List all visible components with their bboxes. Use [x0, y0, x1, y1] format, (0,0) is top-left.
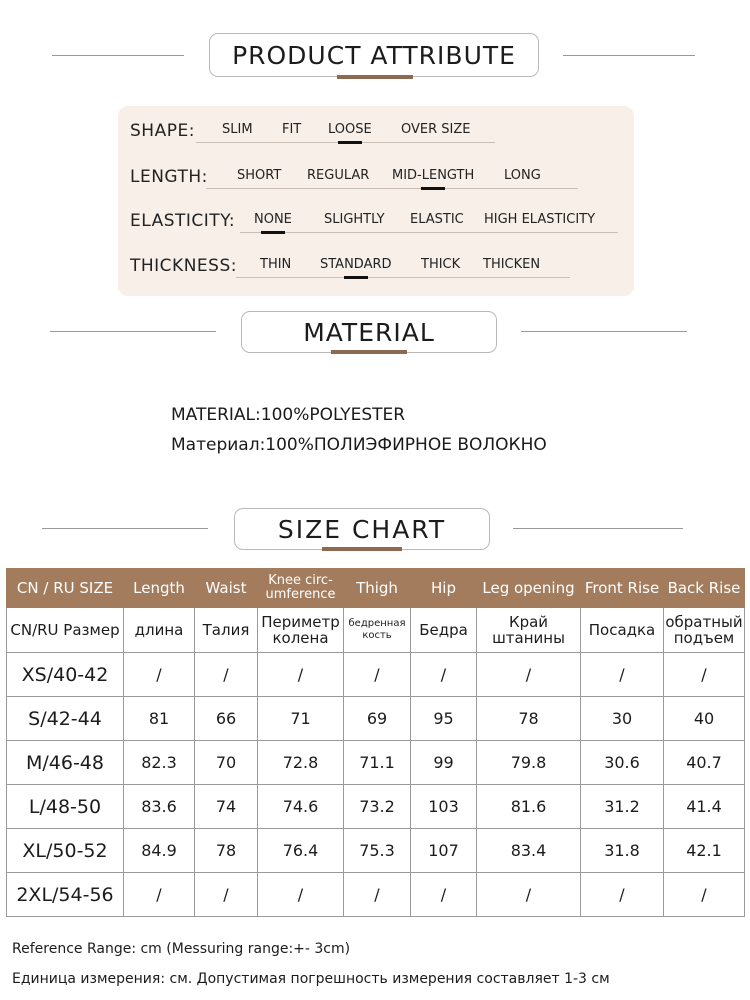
column-header: Knee circ-umference: [258, 569, 344, 608]
divider-right: [513, 528, 683, 529]
ru-column-header: Периметр колена: [258, 608, 344, 653]
table-row: [7, 653, 745, 697]
measurement-cell: /: [581, 653, 664, 697]
selected-option-marker: [421, 187, 445, 190]
attribute-label: THICKNESS:: [130, 256, 237, 276]
attribute-option: STANDARD: [320, 257, 392, 272]
attribute-option: REGULAR: [307, 168, 370, 183]
divider-right: [521, 331, 687, 332]
product-attribute-title: PRODUCT ATTRIBUTE: [232, 40, 516, 70]
material-ru: Материал:100%ПОЛИЭФИРНОЕ ВОЛОКНО: [171, 435, 547, 455]
measurement-cell: /: [258, 873, 344, 917]
measurement-cell: 99: [411, 741, 477, 785]
table-row: [7, 697, 745, 741]
table-row: [7, 741, 745, 785]
selected-option-marker: [344, 276, 368, 279]
material-title: MATERIAL: [303, 317, 435, 347]
measurement-cell: 78: [195, 829, 258, 873]
attribute-label: ELASTICITY:: [130, 211, 236, 231]
reference-note-ru: Единица измерения: см. Допустимая погрешность измерения составляет 1-3 см: [12, 971, 610, 987]
measurement-cell: 73.2: [344, 785, 411, 829]
material-title-box: [241, 311, 497, 353]
measurement-cell: 82.3: [124, 741, 195, 785]
ru-column-header: бедренная кость: [344, 608, 411, 653]
title-accent-bar: [331, 350, 407, 354]
reference-note-en: Reference Range: cm (Messuring range:+- 3cm): [12, 941, 351, 957]
measurement-cell: /: [124, 653, 195, 697]
attribute-option: SLIGHTLY: [324, 212, 385, 227]
measurement-cell: /: [124, 873, 195, 917]
attribute-underline: [240, 232, 618, 233]
measurement-cell: /: [195, 653, 258, 697]
attribute-option: NONE: [254, 212, 292, 227]
column-header: Hip: [411, 569, 477, 608]
measurement-cell: /: [411, 873, 477, 917]
column-header: Back Rise: [664, 569, 745, 608]
ru-column-header: обратный подъем: [664, 608, 745, 653]
measurement-cell: 66: [195, 697, 258, 741]
measurement-cell: 83.6: [124, 785, 195, 829]
measurement-cell: /: [344, 653, 411, 697]
divider-left: [50, 331, 216, 332]
divider-right: [563, 55, 695, 56]
measurement-cell: /: [664, 873, 745, 917]
measurement-cell: 83.4: [477, 829, 581, 873]
table-row: [7, 873, 745, 917]
selected-option-marker: [338, 141, 362, 144]
column-header: CN / RU SIZE: [7, 569, 124, 608]
attribute-option: LONG: [504, 168, 541, 183]
measurement-cell: 81.6: [477, 785, 581, 829]
divider-left: [52, 55, 184, 56]
title-accent-bar: [322, 547, 402, 551]
measurement-cell: 95: [411, 697, 477, 741]
measurement-cell: 41.4: [664, 785, 745, 829]
ru-column-header: Бедра: [411, 608, 477, 653]
measurement-cell: 40.7: [664, 741, 745, 785]
attribute-underline: [236, 277, 570, 278]
ru-column-header: длина: [124, 608, 195, 653]
selected-option-marker: [261, 231, 285, 234]
title-accent-bar: [337, 75, 413, 79]
measurement-cell: 75.3: [344, 829, 411, 873]
measurement-cell: 79.8: [477, 741, 581, 785]
measurement-cell: 81: [124, 697, 195, 741]
column-header: Length: [124, 569, 195, 608]
measurement-cell: 84.9: [124, 829, 195, 873]
size-cell: L/48-50: [7, 785, 124, 829]
measurement-cell: 40: [664, 697, 745, 741]
measurement-cell: /: [411, 653, 477, 697]
divider-left: [42, 528, 208, 529]
measurement-cell: 103: [411, 785, 477, 829]
column-header: Front Rise: [581, 569, 664, 608]
size-cell: XL/50-52: [7, 829, 124, 873]
measurement-cell: 42.1: [664, 829, 745, 873]
attribute-option: THIN: [260, 257, 292, 272]
measurement-cell: 70: [195, 741, 258, 785]
size-cell: 2XL/54-56: [7, 873, 124, 917]
ru-column-header: Посадка: [581, 608, 664, 653]
attribute-option: SHORT: [237, 168, 282, 183]
attribute-option: SLIM: [222, 122, 253, 137]
size-chart-title-box: [234, 508, 490, 550]
measurement-cell: /: [258, 653, 344, 697]
attribute-option: HIGH ELASTICITY: [484, 212, 596, 227]
measurement-cell: /: [664, 653, 745, 697]
measurement-cell: 74: [195, 785, 258, 829]
measurement-cell: 30.6: [581, 741, 664, 785]
attribute-option: THICKEN: [483, 257, 541, 272]
measurement-cell: /: [195, 873, 258, 917]
attribute-option: MID-LENGTH: [392, 168, 475, 183]
measurement-cell: /: [344, 873, 411, 917]
measurement-cell: 71: [258, 697, 344, 741]
measurement-cell: 30: [581, 697, 664, 741]
ru-column-header: Талия: [195, 608, 258, 653]
attribute-label: SHAPE:: [130, 121, 195, 141]
size-chart-ru-header-row: [7, 608, 745, 653]
attribute-option: FIT: [282, 122, 302, 137]
measurement-cell: 71.1: [344, 741, 411, 785]
column-header: Leg opening: [477, 569, 581, 608]
attribute-option: ELASTIC: [410, 212, 464, 227]
table-row: [7, 785, 745, 829]
size-cell: XS/40-42: [7, 653, 124, 697]
size-chart-title: SIZE CHART: [277, 514, 447, 544]
measurement-cell: 78: [477, 697, 581, 741]
product-attribute-title-box: [209, 33, 539, 77]
measurement-cell: /: [581, 873, 664, 917]
column-header: Waist: [195, 569, 258, 608]
measurement-cell: 72.8: [258, 741, 344, 785]
size-chart-table: [6, 568, 745, 917]
measurement-cell: /: [477, 873, 581, 917]
attribute-option: THICK: [421, 257, 461, 272]
measurement-cell: 31.2: [581, 785, 664, 829]
attribute-option: OVER SIZE: [401, 122, 471, 137]
attribute-option: LOOSE: [328, 122, 372, 137]
material-en: MATERIAL:100%POLYESTER: [171, 405, 406, 425]
column-header: Thigh: [344, 569, 411, 608]
size-cell: S/42-44: [7, 697, 124, 741]
measurement-cell: 76.4: [258, 829, 344, 873]
table-row: [7, 829, 745, 873]
size-cell: M/46-48: [7, 741, 124, 785]
attribute-label: LENGTH:: [130, 167, 208, 187]
ru-column-header: CN/RU Размер: [7, 608, 124, 653]
size-chart-header-row: [7, 569, 745, 608]
measurement-cell: 69: [344, 697, 411, 741]
ru-column-header: Край штанины: [477, 608, 581, 653]
measurement-cell: /: [477, 653, 581, 697]
measurement-cell: 74.6: [258, 785, 344, 829]
measurement-cell: 31.8: [581, 829, 664, 873]
measurement-cell: 107: [411, 829, 477, 873]
attribute-underline: [206, 188, 578, 189]
